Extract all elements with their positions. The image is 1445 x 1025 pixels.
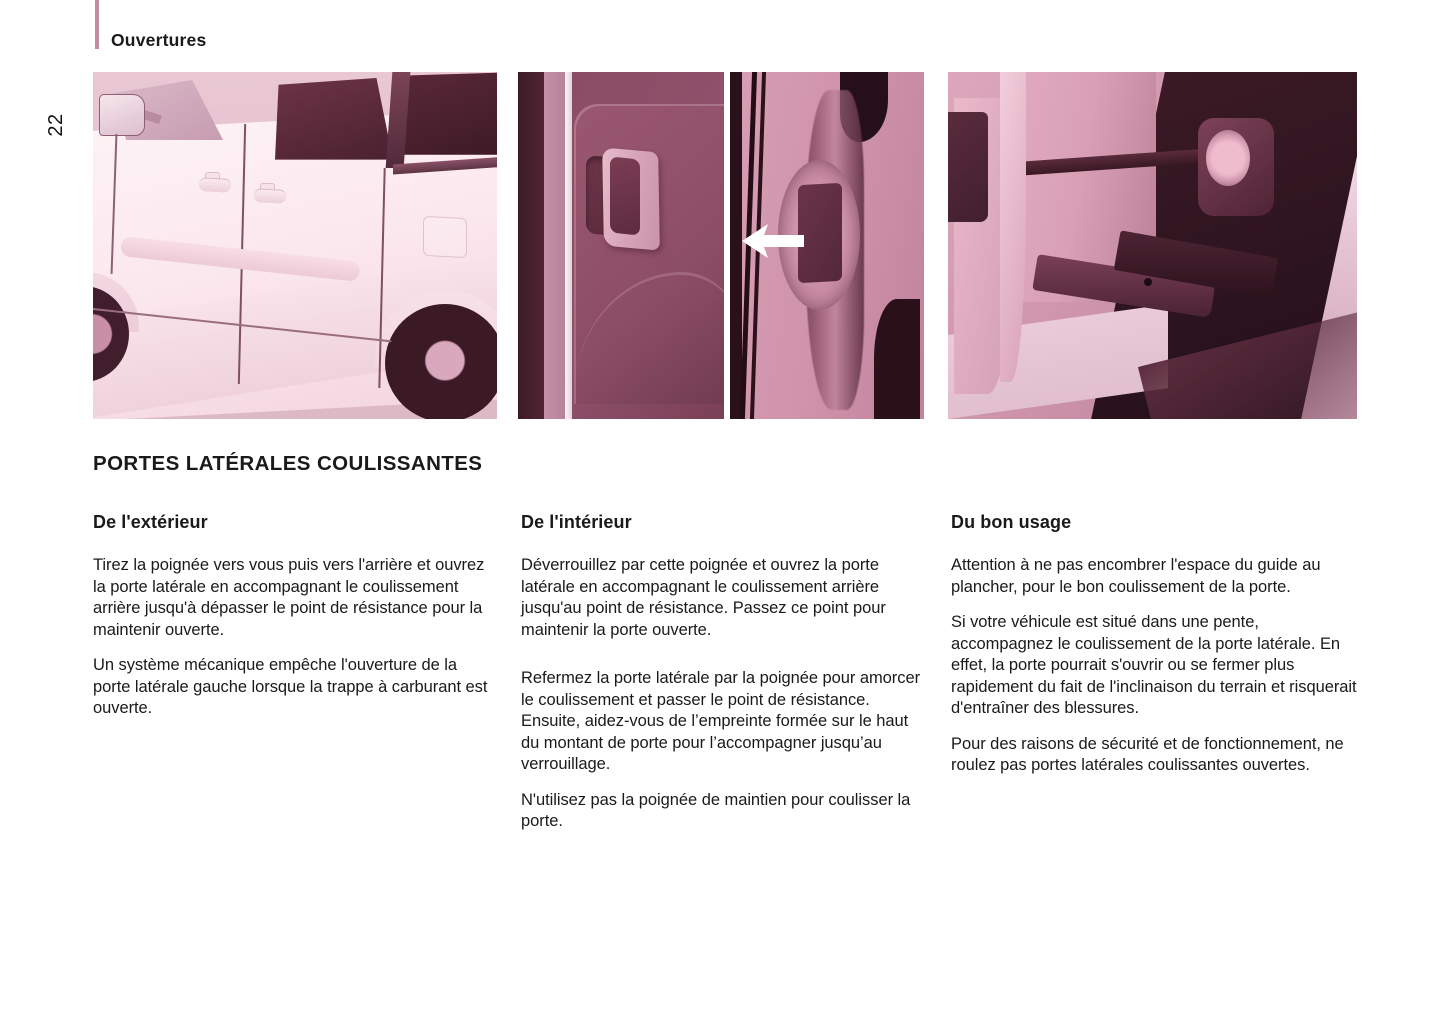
fuel-flap bbox=[423, 216, 467, 258]
lower-shadow bbox=[874, 299, 920, 419]
paragraph: Tirez la poignée vers vous puis vers l'arrière et ouvrez la porte latérale en accompagnant le coulissement arrière jusqu'à dépasser le point de résistance pour la maintenir ouverte. bbox=[93, 556, 485, 639]
column-interieur bbox=[521, 512, 921, 833]
door-aperture-shadow bbox=[730, 72, 742, 419]
paragraph: Refermez la porte latérale par la poignée pour amorcer le coulissement et passer le point de résistance. Ensuite, aidez-vous de l’empreinte formée sur le haut du montant de porte pour l’accompagner jusqu’au verrouillage. bbox=[521, 669, 921, 773]
paragraph: N'utilisez pas la poignée de maintien pour coulisser la porte. bbox=[521, 790, 911, 830]
paragraph: Pour des raisons de sécurité et de fonctionnement, ne roulez pas portes latérales coulissantes ouvertes. bbox=[951, 734, 1344, 774]
rod-bush-ring bbox=[1206, 130, 1250, 186]
column-heading-interieur: De l'intérieur bbox=[521, 512, 632, 532]
section-header-title: Ouvertures bbox=[111, 30, 207, 50]
pillar-imprint-cavity bbox=[798, 183, 842, 283]
direction-arrow-icon bbox=[742, 222, 804, 260]
door-aperture-shadow bbox=[518, 72, 544, 419]
paragraph: Si votre véhicule est situé dans une pente, accompagnez le coulissement de la porte latérale. En effet, la porte pourrait s'ouvrir ou se fermer plus rapidement du fait de l'inclinaison du terrain et risquerait d'entraîner des blessures. bbox=[951, 613, 1357, 717]
page-number: 22 bbox=[44, 113, 67, 137]
page-title: PORTES LATÉRALES COULISSANTES bbox=[93, 451, 483, 475]
figure-strip bbox=[93, 72, 1357, 419]
door-edge-notch bbox=[948, 112, 988, 222]
sliding-door-exterior-handle bbox=[254, 188, 287, 204]
figure-floor-guide-rail bbox=[948, 72, 1357, 419]
column-heading-exterieur: De l'extérieur bbox=[93, 512, 208, 532]
column-bon-usage bbox=[951, 512, 1363, 777]
rear-wheel bbox=[385, 304, 497, 419]
column-heading-bon-usage: Du bon usage bbox=[951, 512, 1072, 532]
paragraph: Un système mécanique empêche l'ouverture de la porte latérale gauche lorsque la trappe à carburant est ouverte. bbox=[93, 656, 488, 717]
rear-window bbox=[401, 72, 497, 164]
exterior-mirror bbox=[99, 94, 145, 136]
handle-grip-opening bbox=[610, 156, 640, 235]
figure-vehicle-side-view bbox=[93, 72, 497, 419]
column-exterieur bbox=[93, 512, 493, 720]
paragraph: Déverrouillez par cette poignée et ouvrez la porte latérale en accompagnant le coulissement arrière jusqu'au point de résistance. Passez ce point pour maintenir la porte ouverte. bbox=[521, 556, 886, 639]
sliding-door-window bbox=[275, 78, 393, 163]
header-accent-bar bbox=[95, 0, 99, 49]
figure-door-pillar-imprint bbox=[730, 72, 924, 419]
chrome-highlight-strip bbox=[565, 72, 572, 419]
front-door-exterior-handle bbox=[199, 177, 232, 193]
figure-interior-door-handle bbox=[518, 72, 724, 419]
paragraph: Attention à ne pas encombrer l'espace du guide au plancher, pour le bon coulissement de la porte. bbox=[951, 556, 1321, 596]
rail-fixing-hole bbox=[1144, 278, 1152, 286]
